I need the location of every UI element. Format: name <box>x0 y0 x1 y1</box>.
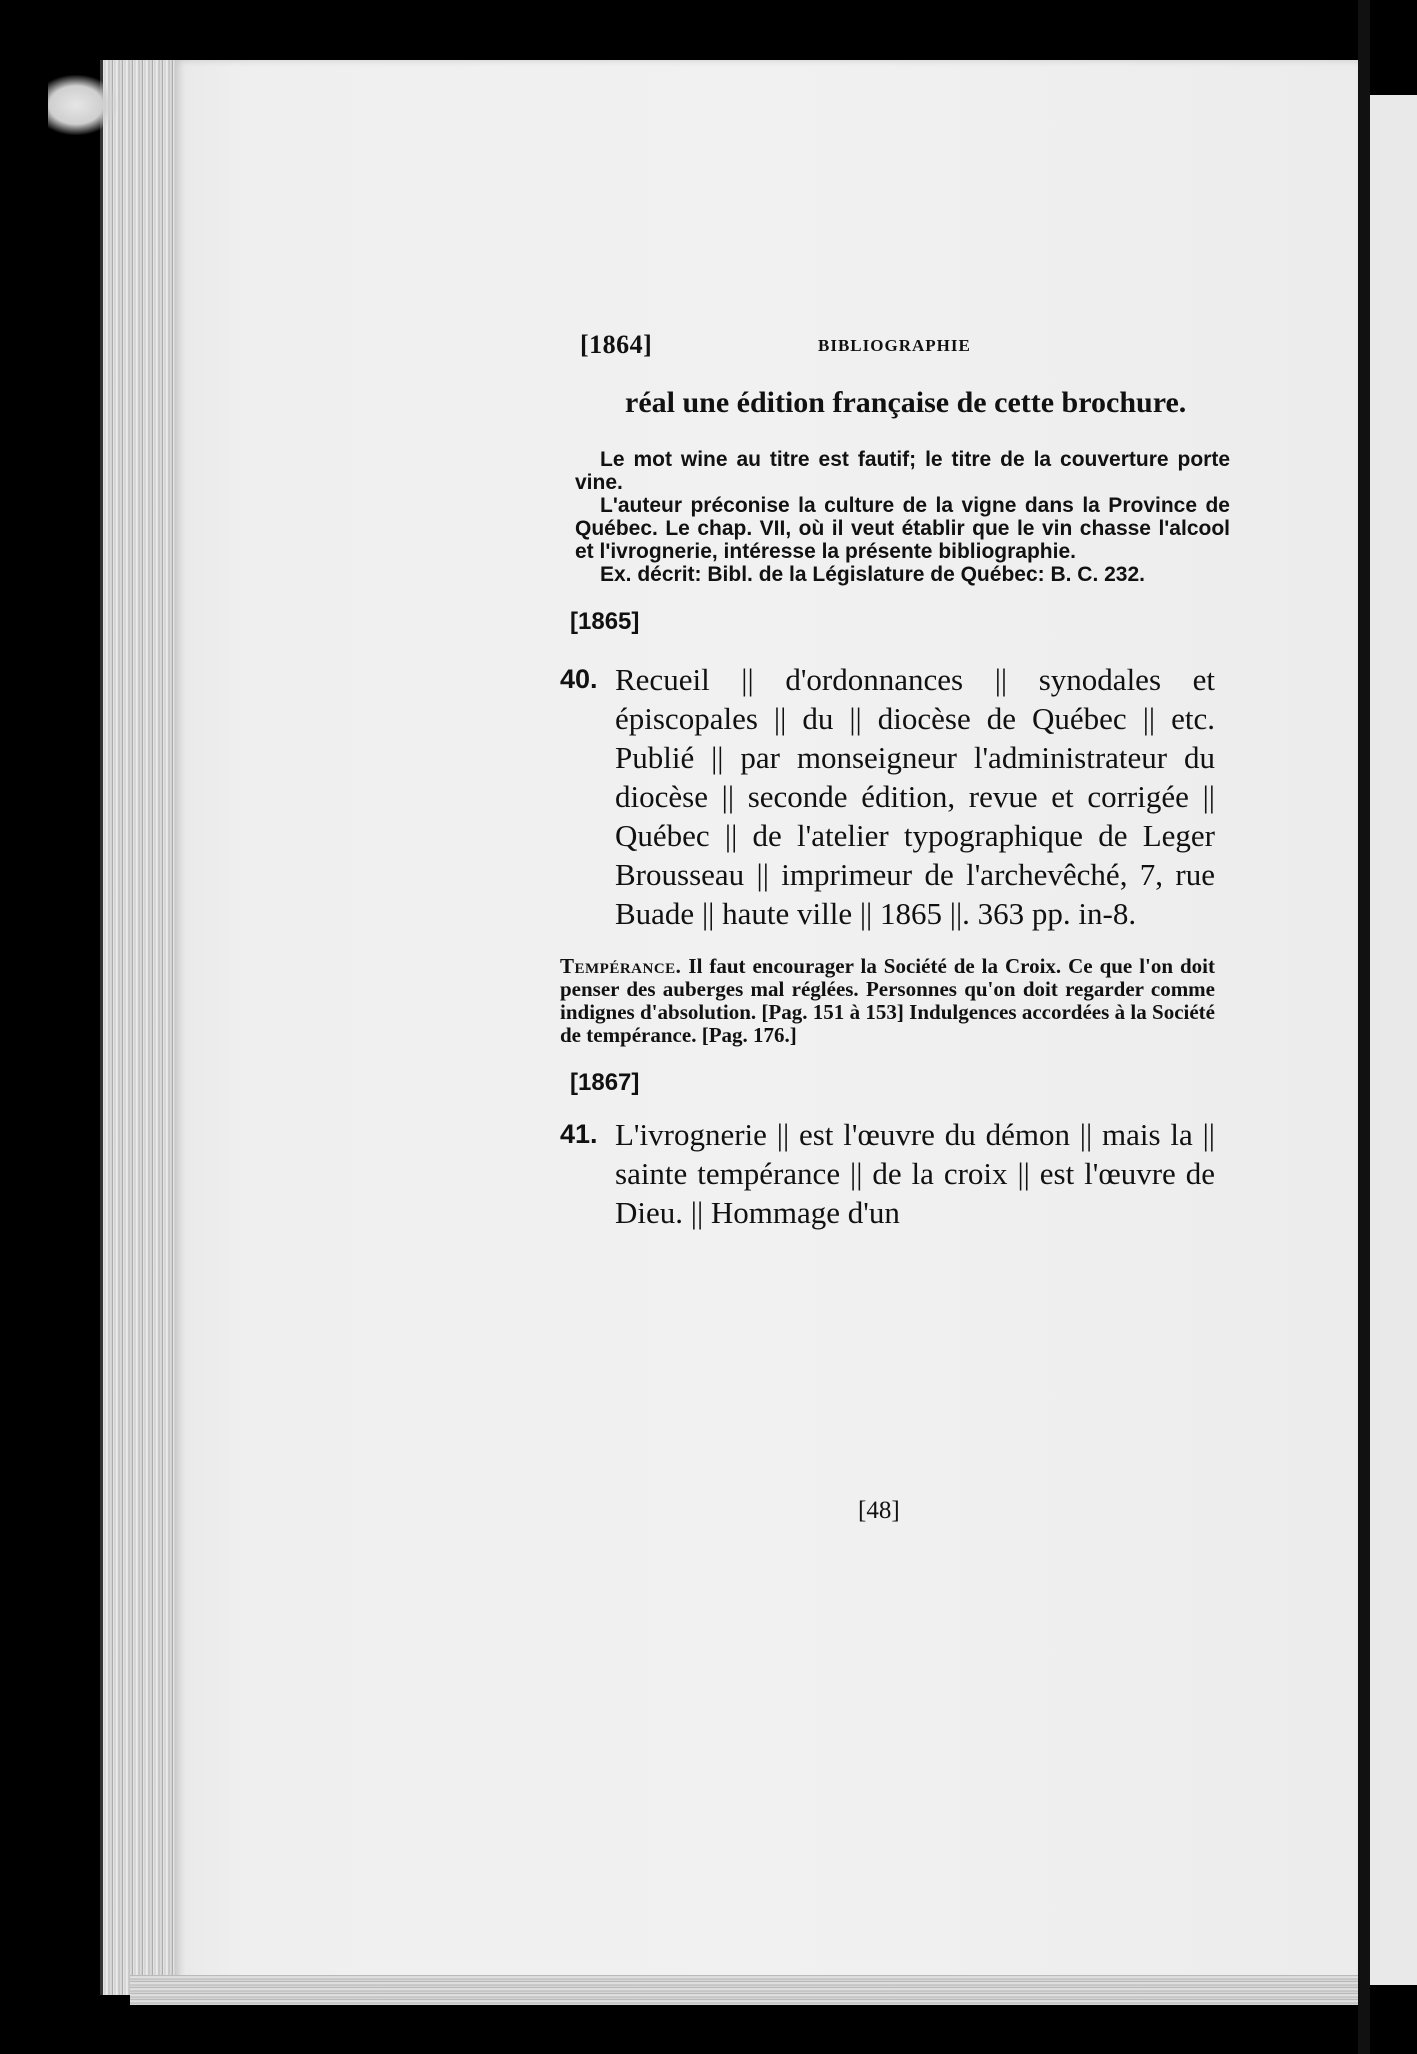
note-block-2 <box>560 955 1215 1047</box>
page-number: [48] <box>858 1497 900 1524</box>
year-heading-1865: [1865] <box>570 608 640 635</box>
running-head <box>560 330 1230 370</box>
entry-number: 41. <box>560 1119 598 1149</box>
note-label: Tempérance. <box>560 954 682 978</box>
entry-text: L'ivrognerie || est l'œuvre du démon || mais la || sainte tempérance || de la croix || est l'œuvre de Dieu. || Hommage d'un <box>615 1117 1215 1230</box>
note-paragraph: Ex. décrit: Bibl. de la Législature de Québec: B. C. 232. <box>600 563 1145 586</box>
page-bottom-edge <box>130 1975 1365 2005</box>
page-text <box>560 330 1230 1232</box>
note-text: Il faut encourager la Société de la Croix. Ce que l'on doit penser des auberges mal réglées. Personnes qu'on doit regarder comme indignes d'absolution. [Pag. 151 à 153] Indulgences accordées à la Société de tempérance. [Pag. 176.] <box>560 954 1216 1047</box>
year-heading-1867: [1867] <box>570 1069 640 1096</box>
continued-entry: réal une édition française de cette brochure. <box>625 386 1187 419</box>
running-head-year: [1864] <box>580 330 653 359</box>
entry-41 <box>560 1115 1215 1232</box>
note-paragraph: L'auteur préconise la culture de la vigne dans la Province de Québec. Le chap. VII, où il veut établir que le vin chasse l'alcool et l'ivrognerie, intéresse la présente bibliographie. <box>575 494 1230 563</box>
entry-text: Recueil || d'ordonnances || synodales et épiscopales || du || diocèse de Québec || etc. Publié || par monseigneur l'administrateur du diocèse || seconde édition, revue et corrigée || Québec || de l'atelier typographique de Leger Brousseau || imprimeur de l'archevêché, 7, rue Buade || haute ville || 1865 ||. 363 pp. in-8. <box>615 662 1215 931</box>
facing-page-edge <box>1370 95 1417 1985</box>
paper-corner-mark <box>48 75 118 135</box>
note-block-1 <box>575 448 1230 586</box>
entry-number: 40. <box>560 664 598 694</box>
note-paragraph: Le mot wine au titre est fautif; le titre de la couverture porte vine. <box>575 448 1230 494</box>
entry-40 <box>560 660 1215 933</box>
running-head-title: BIBLIOGRAPHIE <box>818 336 971 355</box>
gutter-shadow <box>1358 0 1370 2054</box>
